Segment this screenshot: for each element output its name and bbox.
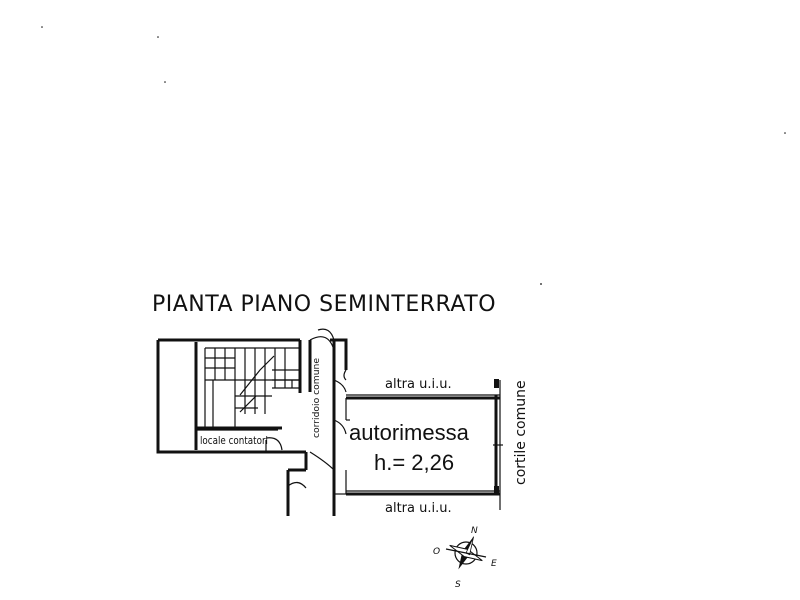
compass-rose [442, 529, 490, 577]
garage-height-label: h.= 2,26 [374, 450, 455, 475]
garage-label: autorimessa [349, 420, 469, 445]
neighbor-top-label: altra u.i.u. [385, 377, 452, 392]
neighbor-bottom-label: altra u.i.u. [385, 501, 452, 516]
compass-south-label: S [455, 580, 461, 590]
corridor-label: corridoio comune [312, 363, 322, 438]
compass-east-label: E [491, 559, 497, 569]
courtyard-label: cortile comune [513, 380, 529, 485]
scan-specks [41, 26, 786, 285]
plan-title: PIANTA PIANO SEMINTERRATO [152, 292, 497, 317]
compass-north-label: N [471, 526, 478, 536]
compass-west-label: O [433, 547, 441, 557]
meter-room-label: locale contatori [200, 435, 268, 447]
